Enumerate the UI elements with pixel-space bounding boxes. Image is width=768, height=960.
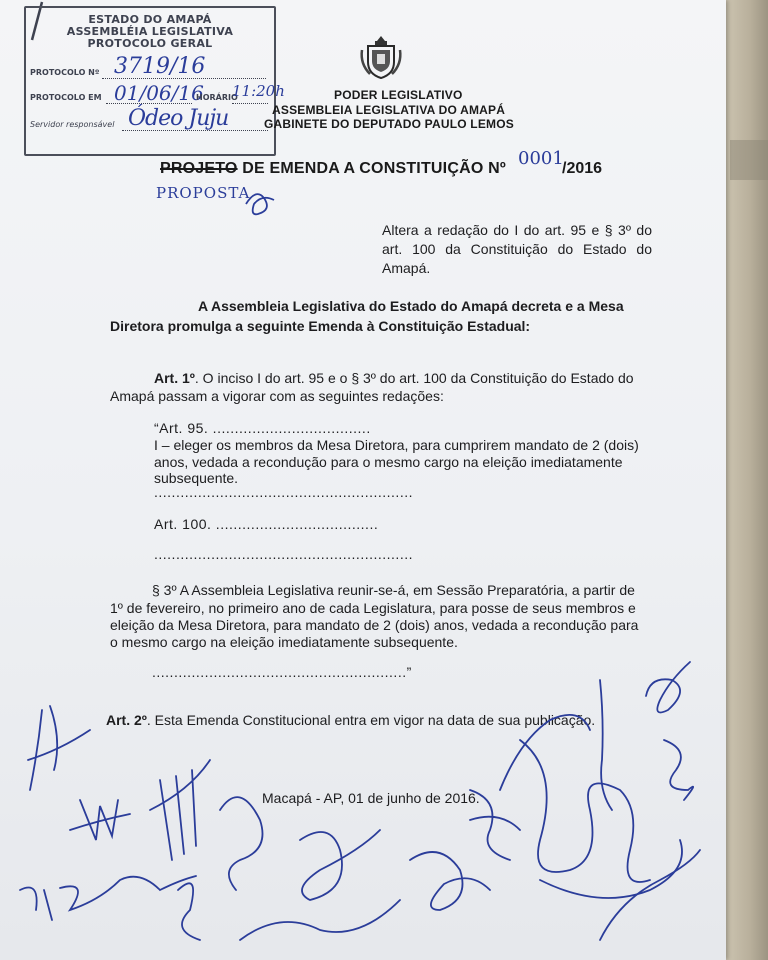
- stamp-protocol-number-label: PROTOCOLO Nº: [30, 68, 100, 77]
- ementa-line-1: Altera a redação do I do art. 95 e § 3º do: [382, 222, 652, 238]
- preamble-line-1: A Assembleia Legislativa do Estado do Amapá decreta e a Mesa: [198, 298, 624, 314]
- stamp-clerk-signature: Ódeo Juju: [128, 106, 229, 131]
- stamp-clerk-label: Servidor responsável: [30, 120, 115, 129]
- art2-label: Art. 2º: [106, 712, 147, 728]
- protocol-stamp: [24, 6, 285, 156]
- signature-6: [70, 800, 130, 840]
- signature-1: [646, 662, 690, 712]
- handwritten-proposta: PROPOSTA: [156, 184, 251, 202]
- signature-3: [664, 740, 693, 800]
- inciso-line-1: I – eleger os membros da Mesa Diretora, para cumprirem mandato de 2 (dois): [154, 437, 639, 453]
- title-main: DE EMENDA A CONSTITUIÇÃO Nº: [237, 160, 506, 177]
- header-assembly: ASSEMBLEIA LEGISLATIVA DO AMAPÁ: [272, 103, 506, 117]
- signature-4: [28, 706, 90, 790]
- signature-7: [20, 876, 196, 920]
- title-year: /2016: [562, 160, 603, 177]
- title-number-handwritten: 0001: [518, 148, 564, 169]
- art95-heading: “Art. 95. ....................................: [154, 420, 371, 436]
- inciso-line-2: anos, vedada a recondução para o mesmo cargo na eleição imediatamente: [154, 454, 623, 470]
- header-office: GABINETE DO DEPUTADO PAULO LEMOS: [264, 117, 514, 131]
- art1-text-1: . O inciso I do art. 95 e o § 3º do art. 100 da Constituição do Estado do: [194, 370, 634, 386]
- stamp-date-value: 01/06/16: [114, 81, 204, 105]
- paragraph-line-1: § 3º A Assembleia Legislativa reunir-se-á, em Sessão Preparatória, a partir de: [152, 582, 635, 598]
- header-power: PODER LEGISLATIVO: [334, 88, 463, 102]
- place-date: Macapá - AP, 01 de junho de 2016.: [262, 790, 480, 806]
- stamp-rule: [232, 103, 268, 104]
- signatures-area: [0, 640, 726, 960]
- preamble-line-2: Diretora promulga a seguinte Emenda à Constituição Estadual:: [110, 318, 531, 334]
- dotted-line-2: ...........................................................: [154, 546, 413, 562]
- stamp-date-label: PROTOCOLO EM: [30, 93, 102, 102]
- signature-16: [600, 850, 700, 940]
- stamp-protocol-number-value: 3719/16: [114, 54, 206, 79]
- signature-2: [600, 680, 612, 810]
- signature-9: [220, 797, 263, 890]
- art1-label: Art. 1º: [154, 370, 195, 386]
- ementa-line-2: art. 100 da Constituição do Estado do: [382, 241, 652, 257]
- signature-13: [470, 790, 520, 860]
- inciso-line-3: subsequente.: [154, 470, 239, 486]
- paragraph-line-2: 1º de fevereiro, no primeiro ano de cada Legislatura, para posse de seus membros e: [110, 600, 636, 616]
- stamp-time-value: 11:20h: [232, 82, 285, 100]
- stamp-time-label: HORÁRIO: [196, 93, 238, 102]
- signature-10: [300, 830, 380, 900]
- coat-of-arms-icon: [358, 34, 404, 80]
- ementa-line-3: Amapá.: [382, 260, 431, 276]
- signature-8: [178, 883, 200, 940]
- document-title: [160, 160, 506, 178]
- paragraph-line-4: o mesmo cargo na eleição imediatamente subsequente.: [110, 634, 458, 650]
- stamp-assembly: ASSEMBLÉIA LEGISLATIVA: [66, 25, 234, 38]
- dotted-line-3: ..........................................................”: [152, 664, 412, 680]
- art100-heading: Art. 100. .....................................: [154, 516, 379, 532]
- signature-14: [520, 740, 650, 882]
- signature-5: [150, 760, 210, 860]
- art1-line-2: Amapá passam a vigorar com as seguintes redações:: [110, 388, 444, 404]
- dotted-line-1: ...........................................................: [154, 484, 413, 500]
- signature-15: [540, 840, 682, 898]
- initials-scribble: [242, 186, 278, 220]
- paragraph-line-3: eleição da Mesa Diretora, para mandato de 2 (dois) anos, vedada a recondução para: [110, 617, 639, 633]
- art2-text: . Esta Emenda Constitucional entra em vigor na data de sua publicação.: [146, 712, 596, 728]
- stamp-state: ESTADO DO AMAPÁ: [88, 13, 212, 26]
- title-struck-word: PROJETO: [160, 160, 238, 177]
- stamp-protocol-general: PROTOCOLO GERAL: [87, 37, 213, 50]
- art1-line-1: [154, 370, 634, 387]
- background-shadow: [730, 140, 768, 180]
- signature-12: [410, 852, 490, 910]
- signature-11: [240, 900, 400, 940]
